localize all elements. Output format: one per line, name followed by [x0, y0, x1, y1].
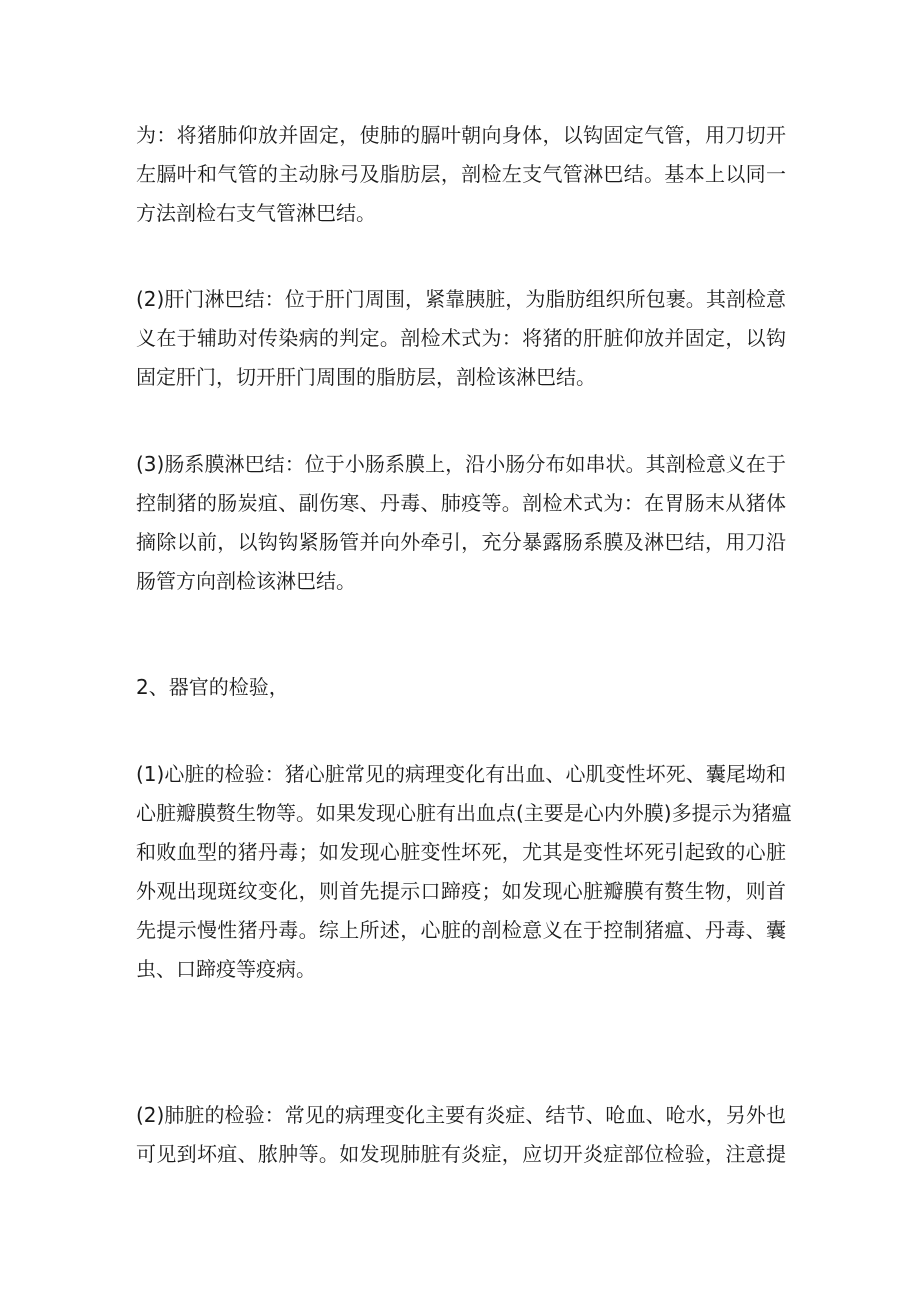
- paragraph: [136, 280, 786, 397]
- text-line: 控制猪的肠炭疽、副伤寒、丹毒、肺疫等。剖检术式为：在胃肠末从猪体: [136, 491, 786, 515]
- section-heading: [136, 668, 786, 707]
- text-line: 固定肝门，切开肝门周围的脂肪层，剖检该淋巴结。: [136, 365, 596, 389]
- text-line: 虫、口蹄疫等疫病。: [136, 957, 316, 981]
- text-line: (3)肠系膜淋巴结：位于小肠系膜上，沿小肠分布如串状。其剖检意义在于: [136, 452, 786, 476]
- text-line: 先提示慢性猪丹毒。综上所述，心脏的剖检意义在于控制猪瘟、丹毒、囊: [136, 918, 786, 942]
- paragraph: [136, 755, 792, 989]
- text-line: (2)肝门淋巴结：位于肝门周围，紧靠胰脏，为脂肪组织所包裹。其剖检意: [136, 287, 786, 311]
- text-line: 外观出现斑纹变化，则首先提示口蹄疫；如发现心脏瓣膜有赘生物，则首: [136, 879, 786, 903]
- text-line: 义在于辅助对传染病的判定。剖检术式为：将猪的肝脏仰放并固定，以钩: [136, 326, 786, 350]
- text-line: 肠管方向剖检该淋巴结。: [136, 569, 356, 593]
- text-line: 左膈叶和气管的主动脉弓及脂肪层，剖检左支气管淋巴结。基本上以同一: [136, 162, 786, 186]
- text-line: 和败血型的猪丹毒；如发现心脏变性坏死，尤其是变性坏死引起致的心脏: [136, 840, 786, 864]
- text-line: 2、器官的检验，: [136, 675, 289, 699]
- paragraph: [136, 1096, 786, 1174]
- text-line: 可见到坏疽、脓肿等。如发现肺脏有炎症，应切开炎症部位检验，注意提: [136, 1142, 786, 1166]
- text-line: 方法剖检右支气管淋巴结。: [136, 201, 376, 225]
- text-line: 摘除以前，以钩钩紧肠管并向外牵引，充分暴露肠系膜及淋巴结，用刀沿: [136, 530, 786, 554]
- text-line: (2)肺脏的检验：常见的病理变化主要有炎症、结节、呛血、呛水，另外也: [136, 1103, 786, 1127]
- text-line: 心脏瓣膜赘生物等。如果发现心脏有出血点(主要是心内外膜)多提示为猪瘟: [136, 801, 792, 825]
- paragraph: [136, 116, 786, 233]
- text-line: 为：将猪肺仰放并固定，使肺的膈叶朝向身体，以钩固定气管，用刀切开: [136, 123, 786, 147]
- text-line: (1)心脏的检验：猪心脏常见的病理变化有出血、心肌变性坏死、囊尾坳和: [136, 762, 786, 786]
- paragraph: [136, 445, 786, 601]
